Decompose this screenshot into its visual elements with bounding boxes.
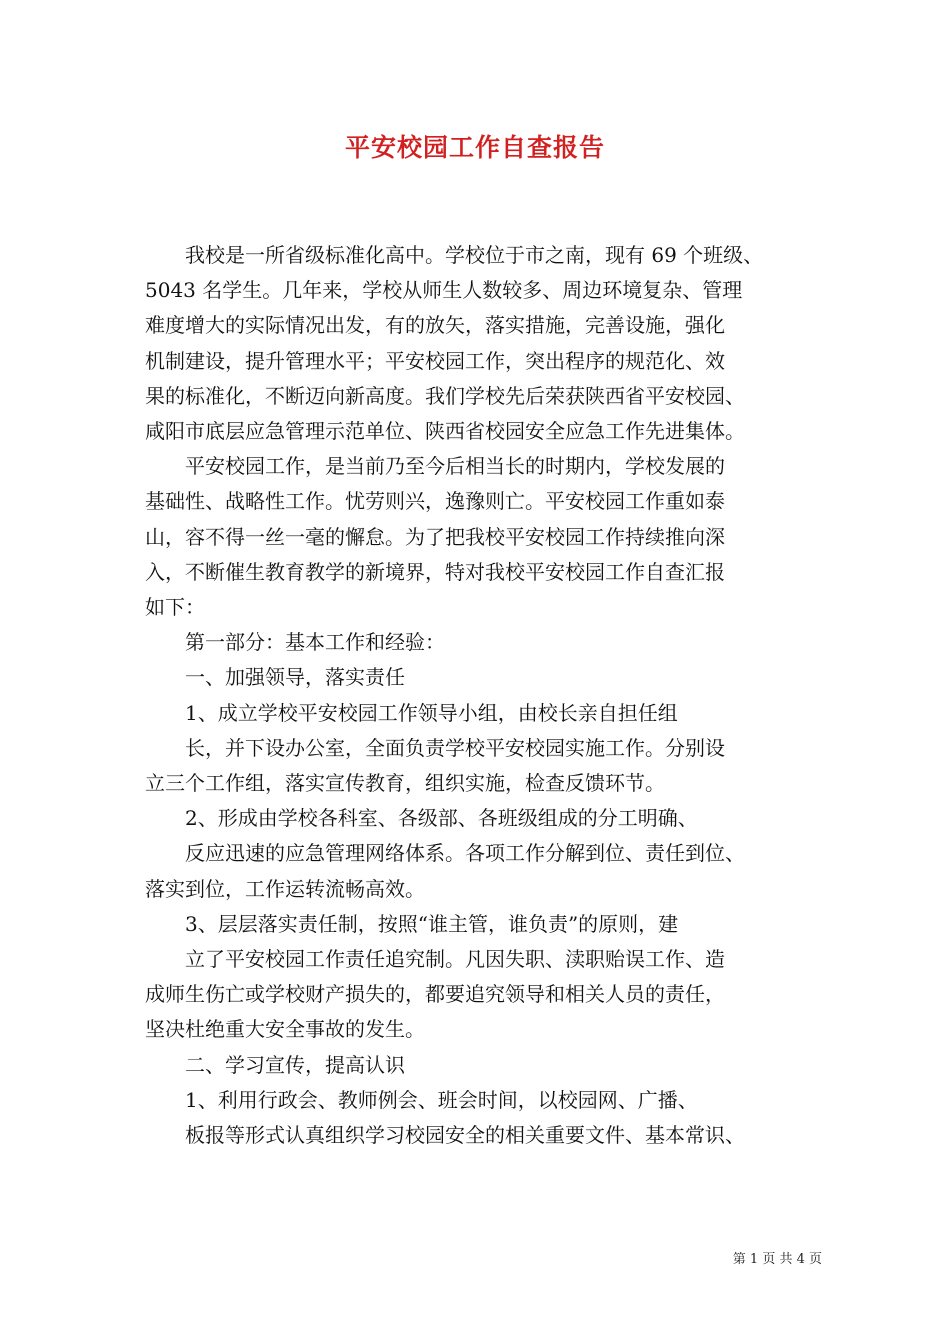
text-line: 如下： bbox=[145, 595, 205, 620]
text-line: 5043 名学生。几年来，学校从师生人数较多、周边环境复杂、管理 bbox=[145, 278, 743, 303]
text-line: 山，容不得一丝一毫的懈怠。为了把我校平安校园工作持续推向深 bbox=[145, 524, 725, 549]
document-body bbox=[145, 238, 825, 1153]
text-line: 咸阳市底层应急管理示范单位、陕西省校园安全应急工作先进集体。 bbox=[145, 419, 745, 444]
page-indicator: 第 1 页 共 4 页 bbox=[732, 1252, 822, 1267]
text-line: 1、成立学校平安校园工作领导小组，由校长亲自担任组 bbox=[145, 700, 678, 725]
text-line: 基础性、战略性工作。忧劳则兴，逸豫则亡。平安校园工作重如泰 bbox=[145, 489, 725, 514]
text-line: 入，不断催生教育教学的新境界，特对我校平安校园工作自查汇报 bbox=[145, 559, 725, 584]
subsection-heading: 二、学习宣传，提高认识 bbox=[145, 1052, 405, 1077]
page-title: 平安校园工作自查报告 bbox=[344, 133, 605, 162]
text-line: 1、利用行政会、教师例会、班会时间，以校园网、广播、 bbox=[145, 1087, 698, 1112]
text-line: 长，并下设办公室，全面负责学校平安校园实施工作。分别设 bbox=[145, 735, 725, 760]
text-line: 坚决杜绝重大安全事故的发生。 bbox=[145, 1017, 425, 1042]
text-line: 板报等形式认真组织学习校园安全的相关重要文件、基本常识、 bbox=[145, 1123, 745, 1148]
text-line: 反应迅速的应急管理网络体系。各项工作分解到位、责任到位、 bbox=[145, 841, 745, 866]
text-line: 立了平安校园工作责任追究制。凡因失职、渎职贻误工作、造 bbox=[145, 947, 725, 972]
text-line: 难度增大的实际情况出发，有的放矢，落实措施，完善设施，强化 bbox=[145, 313, 725, 338]
text-line: 立三个工作组，落实宣传教育，组织实施，检查反馈环节。 bbox=[145, 771, 665, 796]
text-line: 2、形成由学校各科室、各级部、各班级组成的分工明确、 bbox=[145, 806, 698, 831]
text-line: 3、层层落实责任制，按照“谁主管，谁负责”的原则，建 bbox=[145, 911, 679, 936]
text-line: 落实到位，工作运转流畅高效。 bbox=[145, 876, 425, 901]
text-line: 果的标准化，不断迈向新高度。我们学校先后荣获陕西省平安校园、 bbox=[145, 383, 745, 408]
section-heading: 第一部分：基本工作和经验： bbox=[145, 630, 445, 655]
text-line: 成师生伤亡或学校财产损失的，都要追究领导和相关人员的责任， bbox=[145, 982, 725, 1007]
subsection-heading: 一、加强领导，落实责任 bbox=[145, 665, 405, 690]
text-line: 机制建设，提升管理水平；平安校园工作，突出程序的规范化、效 bbox=[145, 348, 725, 373]
text-line: 平安校园工作，是当前乃至今后相当长的时期内，学校发展的 bbox=[145, 454, 725, 479]
text-line: 我校是一所省级标准化高中。学校位于市之南，现有 69 个班级、 bbox=[145, 243, 764, 267]
